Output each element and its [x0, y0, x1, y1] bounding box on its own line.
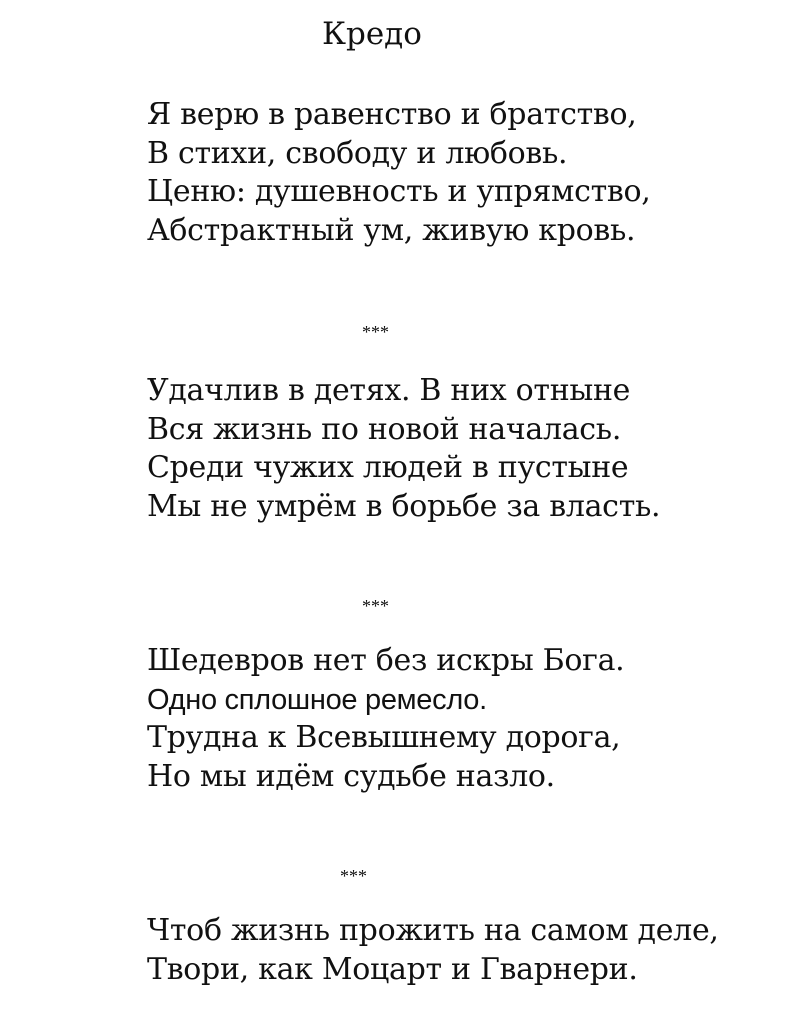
- stanza-2: [147, 372, 660, 526]
- stanza-separator: ***: [340, 866, 367, 886]
- stanza-2-line-2: Вся жизнь по новой началась.: [147, 411, 622, 447]
- stanza-3-line-3: Трудна к Всевышнему дорога,: [147, 720, 621, 755]
- stanza-4-line-1: Чтоб жизнь прожить на самом деле,: [147, 913, 719, 948]
- stanza-2-line-3: Среди чужих людей в пустыне: [147, 450, 629, 485]
- stanza-4: [147, 912, 719, 989]
- stanza-2-line-1: Удачлив в детях. В них отныне: [147, 373, 631, 408]
- stanza-separator: ***: [362, 322, 389, 342]
- stanza-1-line-1: Я верю в равенство и братство,: [147, 97, 637, 132]
- stanza-3-line-4: Но мы идём судьбе назло.: [147, 758, 555, 794]
- stanza-separator: ***: [362, 596, 389, 616]
- stanza-3: [147, 642, 624, 796]
- stanza-2-line-4: Мы не умрём в борьбе за власть.: [147, 488, 661, 524]
- poem-title: Кредо: [322, 16, 422, 52]
- stanza-3-line-1: Шедевров нет без искры Бога.: [147, 643, 625, 678]
- stanza-1-line-4: Абстрактный ум, живую кровь.: [147, 212, 636, 248]
- stanza-4-line-2: Твори, как Моцарт и Гварнери.: [147, 951, 638, 987]
- stanza-1-line-2: В стихи, свободу и любовь.: [147, 135, 568, 171]
- stanza-1-line-3: Ценю: душевность и упрямство,: [147, 174, 651, 209]
- stanza-3-line-2: Одно сплошное ремесло.: [147, 683, 487, 716]
- stanza-1: [147, 96, 650, 250]
